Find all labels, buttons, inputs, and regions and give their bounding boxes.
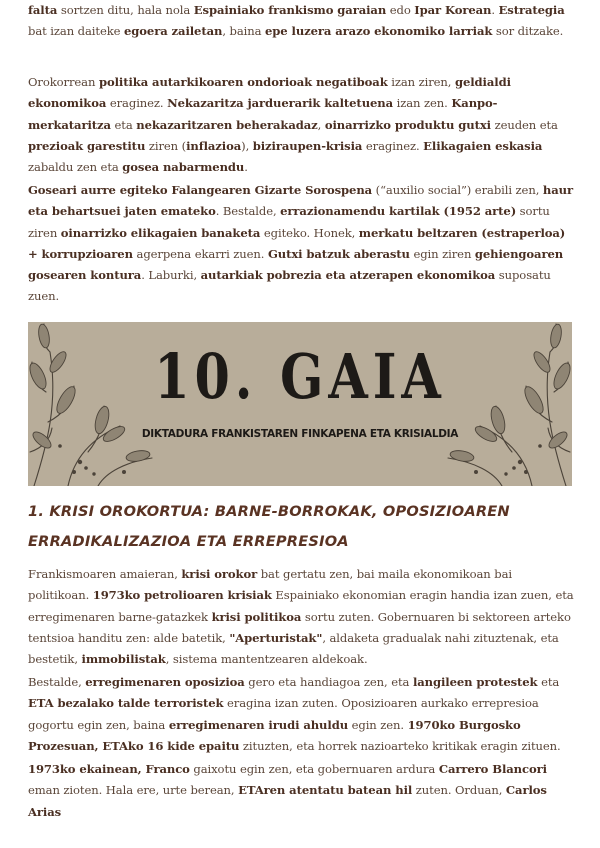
bold-phrase: Carrero Blancori	[438, 762, 547, 776]
bold-phrase: prezioak garestitu	[28, 138, 146, 153]
text-run: Espainiako ekonomian eragin handia izan zuen, eta erregimenaren barne-gatazkek	[28, 588, 574, 624]
bold-phrase: merkatu beltzaren (estraperloa) + korrupzioaren	[28, 225, 566, 261]
banner-title: 10. GAIA	[154, 340, 446, 413]
text-run: eraginez.	[106, 96, 168, 111]
text-run: ,	[317, 117, 325, 132]
text-run: eta	[537, 675, 560, 689]
bold-phrase: Espainiako frankismo garaian	[193, 3, 387, 17]
text-run: ),	[241, 138, 253, 153]
bold-phrase: Carlos Arias	[28, 783, 547, 819]
bold-phrase: Goseari aurre egiteko Falangearen Gizarte Sorospena	[28, 183, 373, 197]
bold-phrase: gosea nabarmendu	[122, 160, 245, 175]
bold-phrase: ETA bezalako talde terroristek	[28, 696, 224, 711]
text-run: gaixotu egin zen, eta gobernuaren ardura	[189, 762, 439, 776]
bold-phrase: Gutxi batzuk aberastu	[267, 246, 410, 261]
text-run: agerpena ekarri zuen.	[132, 246, 268, 261]
text-run: gero eta handiagoa zen, eta	[244, 675, 413, 689]
text-run: sortu ziren	[28, 204, 550, 240]
text-run: sortzen ditu, hala nola	[57, 3, 194, 17]
paragraph-general-crisis	[28, 564, 574, 670]
bold-phrase: krisi politikoa	[211, 609, 302, 624]
bold-phrase: gehiengoaren gosearen kontura	[28, 246, 564, 283]
bold-phrase: nekazaritzaren beherakadaz	[136, 117, 318, 132]
text-run: ziren (	[145, 138, 187, 153]
paragraph-social-aid	[28, 180, 574, 308]
text-run: Orokorrean	[28, 75, 99, 89]
text-run: Bestalde,	[28, 675, 86, 689]
bold-phrase: erregimenaren irudi ahuldu	[168, 717, 349, 732]
text-run: (“auxilio social”) erabili zen,	[372, 183, 543, 197]
bold-phrase: 1970ko Burgosko Prozesuan, ETAko 16 kide epaitu	[28, 717, 521, 753]
text-run: eraginez.	[362, 138, 424, 153]
bold-phrase: oinarrizko elikagaien banaketa	[60, 225, 261, 240]
text-run: , baina	[222, 24, 266, 39]
text-run: eta	[110, 117, 137, 132]
text-run: zuten. Orduan,	[412, 783, 506, 798]
bold-phrase: politika autarkikoaren ondorioak negatiboak	[98, 75, 388, 89]
text-run: suposatu zuen.	[28, 268, 551, 304]
bold-phrase: biziraupen-krisia	[252, 138, 363, 153]
bold-phrase: immobilistak	[81, 652, 166, 667]
text-run: Frankismoaren amaieran,	[28, 567, 182, 581]
text-run: eman zioten. Hala ere, urte berean,	[28, 783, 239, 798]
bold-phrase: krisi orokor	[181, 567, 258, 581]
text-run: zituzten, eta horrek nazioarteko kritikak eragin zituen.	[239, 738, 561, 753]
paragraph-autarky-intro	[28, 0, 574, 43]
bold-phrase: "Aperturistak"	[229, 630, 323, 645]
text-run: zabaldu zen eta	[28, 160, 123, 175]
bold-phrase: haur eta behartsuei jaten emateko	[28, 183, 573, 219]
text-run: , aldaketa gradualak nahi zituztenak, eta bestetik,	[28, 630, 559, 667]
text-run: sor ditzake.	[492, 24, 564, 39]
text-run: bat gertatu zen, bai maila ekonomikoan bai politikoan.	[28, 567, 512, 603]
bold-phrase: falta	[28, 3, 58, 17]
bold-phrase: egoera zailetan	[124, 24, 223, 39]
bold-phrase: langileen protestek	[412, 675, 538, 689]
bold-phrase: Nekazaritza jarduerarik kaltetuena	[167, 96, 394, 111]
text-run: eragina izan zuten. Oposizioaren aurkako errepresioa gogortu egin zen, baina	[28, 696, 539, 732]
banner-subtitle: DIKTADURA FRANKISTAREN FINKAPENA ETA KRISIALDIA	[141, 428, 459, 440]
text-run: edo	[386, 3, 415, 17]
bold-phrase: erregimenaren oposizioa	[85, 675, 245, 689]
bold-phrase: geldialdi ekonomikoa	[28, 75, 511, 111]
bold-phrase: oinarrizko produktu gutxi	[324, 117, 491, 132]
paragraph-franco-illness	[28, 759, 574, 823]
bold-phrase: epe luzera arazo ekonomiko larriak	[265, 24, 493, 39]
bold-phrase: Kanpo-merkataritza	[28, 96, 498, 132]
bold-phrase: inflazioa	[186, 138, 242, 153]
bold-phrase: autarkiak pobrezia eta atzerapen ekonomikoa	[200, 268, 496, 283]
paragraph-opposition	[28, 672, 574, 757]
text-run: egin zen.	[348, 717, 408, 732]
section-heading: 1. KRISI OROKORTUA: BARNE-BORROKAK, OPOSIZIOAREN ERRADIKALIZAZIOA ETA ERREPRESIOA	[28, 503, 510, 550]
text-run: .	[244, 160, 248, 175]
text-run: . Laburki,	[141, 268, 201, 283]
text-run: egiteko. Honek,	[260, 225, 359, 240]
text-run: izan zen.	[393, 96, 452, 111]
bold-phrase: 1973ko petrolioaren krisiak	[92, 588, 272, 603]
bold-phrase: ETAren atentatu batean hil	[238, 783, 413, 798]
bold-phrase: 1973ko ekainean, Franco	[28, 762, 190, 776]
text-run: . Bestalde,	[215, 204, 281, 219]
text-run: izan ziren,	[387, 75, 455, 89]
topic-banner	[28, 322, 572, 486]
bold-phrase: Ipar Korean	[414, 3, 492, 17]
bold-phrase: Elikagaien eskasia	[423, 138, 543, 153]
text-run: , sistema mantentzearen aldekoak.	[165, 652, 368, 667]
bold-phrase: errazionamendu kartilak (1952 arte)	[280, 204, 517, 219]
text-run: bat izan daiteke	[28, 24, 124, 39]
text-run: sortu zuten. Gobernuaren bi sektoreen arteko tentsioa handitu zen: alde batetik,	[28, 609, 571, 645]
paragraph-autarky-consequences	[28, 72, 574, 178]
text-run: egin ziren	[409, 246, 475, 261]
text-run: zeuden eta	[490, 117, 558, 132]
text-run: .	[491, 3, 499, 17]
bold-phrase: Estrategia	[498, 3, 565, 17]
